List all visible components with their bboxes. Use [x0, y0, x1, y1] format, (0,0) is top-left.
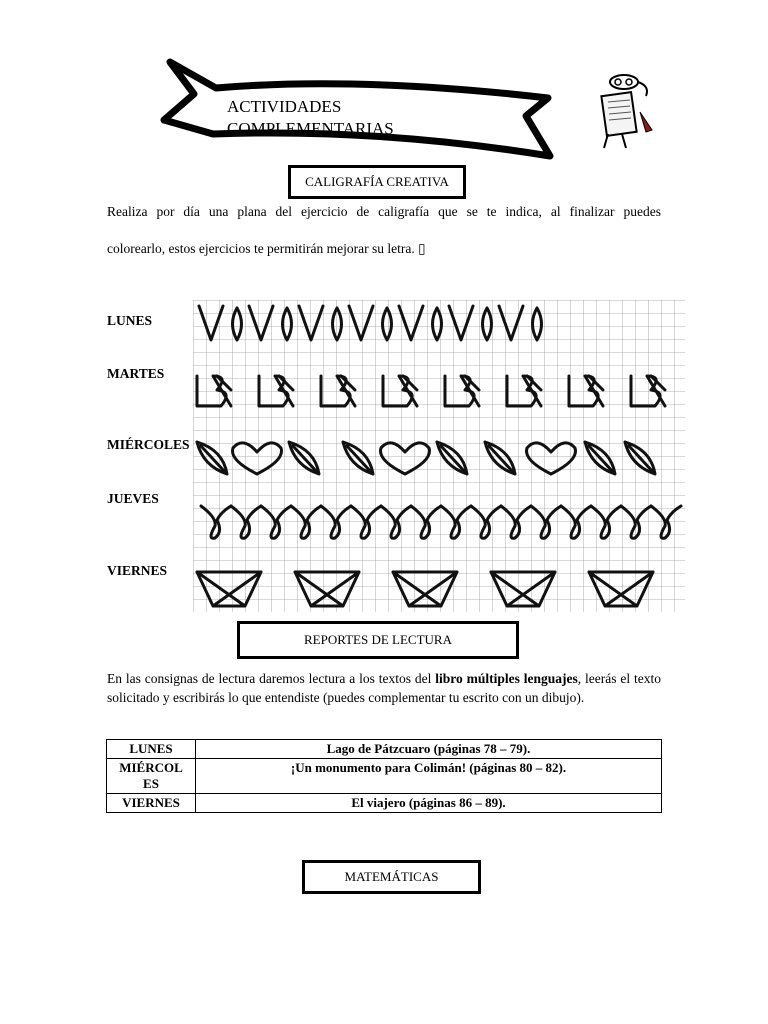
- reading-text-bold: libro múltiples lenguajes: [435, 671, 578, 686]
- day-label-jueves: JUEVES: [107, 491, 159, 506]
- table-cell-day: LUNES: [107, 740, 196, 759]
- table-row: [107, 759, 662, 794]
- table-cell-day: MIÉRCOL ES: [107, 759, 196, 794]
- reading-instructions: [107, 669, 661, 707]
- table-cell-reading: El viajero (páginas 86 – 89).: [196, 794, 662, 813]
- day-label-viernes: VIERNES: [107, 563, 168, 578]
- reading-text-part1: En las consignas de lectura daremos lectura a los textos del: [107, 671, 436, 686]
- calligraphy-grid: [193, 300, 685, 612]
- day-label-martes: MARTES: [107, 366, 165, 381]
- section-title-matematicas: MATEMÁTICAS: [302, 860, 481, 894]
- reading-schedule-table: [106, 739, 662, 813]
- table-cell-reading: Lago de Pátzcuaro (páginas 78 – 79).: [196, 740, 662, 759]
- day-label-lunes: LUNES: [107, 313, 153, 328]
- intro-text-line2: colorearlo, estos ejercicios te permitirán mejorar su letra. ▯: [107, 241, 426, 256]
- section-title-reportes: REPORTES DE LECTURA: [237, 621, 519, 659]
- reading-text-part2: , leerás el texto solicitado y escribirás lo que entendiste (puedes complementar tu escrito con un dibujo).: [107, 671, 661, 705]
- intro-text-line1: Realiza por día una plana del ejercicio de caligrafía que se te indica, al finalizar puedes: [107, 204, 661, 219]
- section-title-caligrafia: CALIGRAFÍA CREATIVA: [288, 165, 466, 199]
- table-row: [107, 794, 662, 813]
- day-label-miercoles: MIÉRCOLES: [107, 437, 190, 452]
- banner-title: ACTIVIDADES COMPLEMENTARIAS: [227, 97, 394, 136]
- notepad-character-icon: [596, 72, 660, 152]
- table-cell-day: VIERNES: [107, 794, 196, 813]
- table-row: [107, 740, 662, 759]
- table-cell-reading: ¡Un monumento para Colimán! (páginas 80 – 82).: [196, 759, 662, 794]
